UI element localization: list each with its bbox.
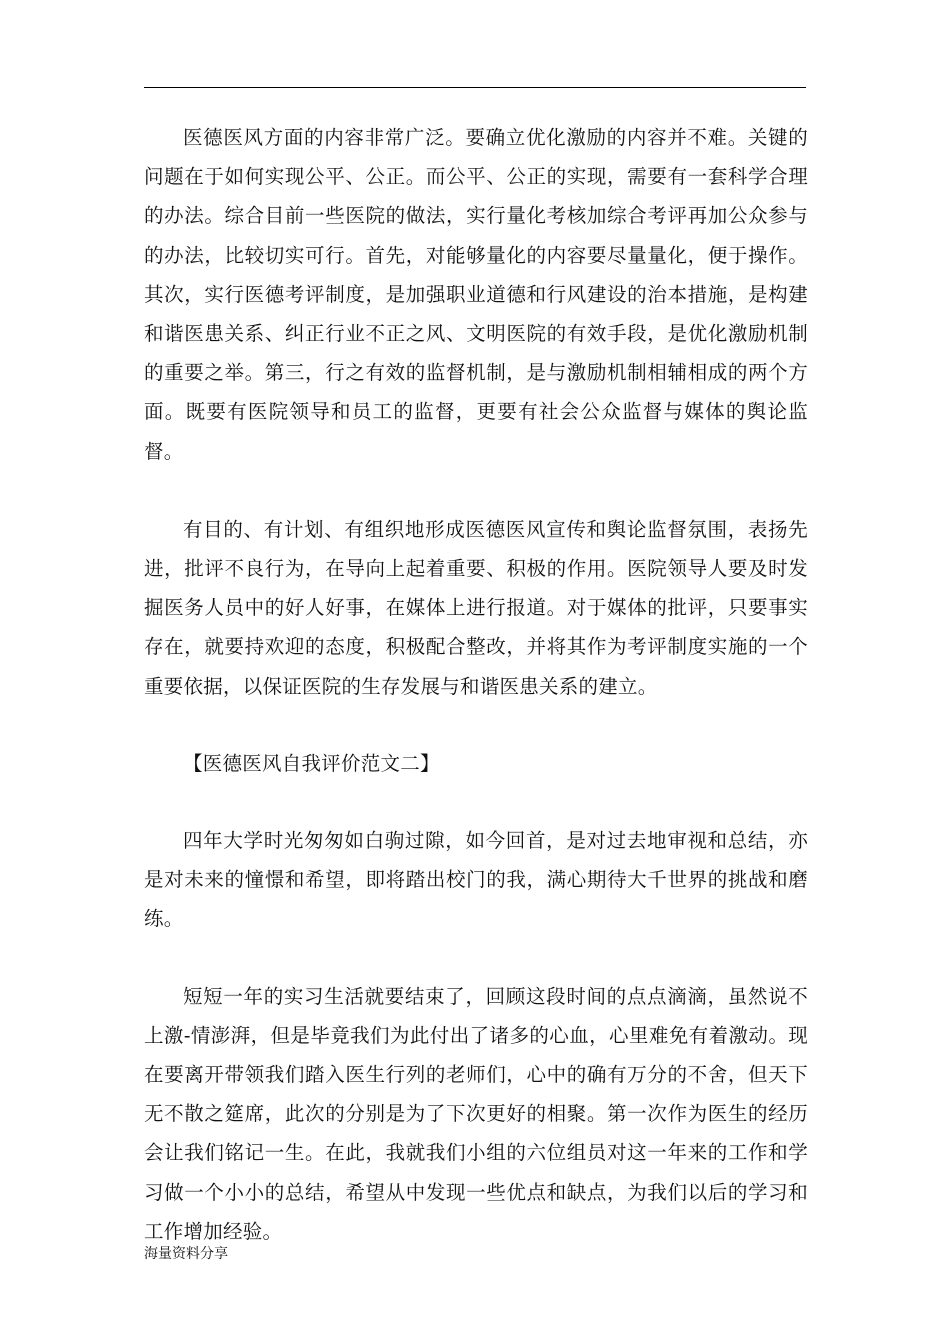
- section-heading: 【医德医风自我评价范文二】: [183, 751, 440, 775]
- paragraph-4: 短短一年的实习生活就要结束了，回顾这段时间的点点滴滴，虽然说不上激-情澎湃，但是毕竟我们为此付出了诸多的心血，心里难免有着激动。现在要离开带领我们踏入医生行列的老师们，心中的确有万分的不舍，但天下无不散之筵席，此次的分别是为了下次更好的相聚。第一次作为医生的经历会让我们铭记一生。在此，我就我们小组的六位组员对这一年来的工作和学习做一个小小的总结，希望从中发现一些优点和缺点，为我们以后的学习和工作增加经验。: [144, 984, 808, 1243]
- document-body: [144, 118, 808, 1251]
- paragraph-3: 四年大学时光匆匆如白驹过隙，如今回首，是对过去地审视和总结，亦是对未来的憧憬和希望，即将踏出校门的我，满心期待大千世界的挑战和磨练。: [144, 829, 808, 931]
- page-footer: 海量资料分享: [144, 1246, 228, 1262]
- paragraph-1: 医德医风方面的内容非常广泛。要确立优化激励的内容并不难。关键的问题在于如何实现公平、公正。而公平、公正的实现，需要有一套科学合理的办法。综合目前一些医院的做法，实行量化考核加综合考评再加公众参与的办法，比较切实可行。首先，对能够量化的内容要尽量量化，便于操作。其次，实行医德考评制度，是加强职业道德和行风建设的治本措施，是构建和谐医患关系、纠正行业不正之风、文明医院的有效手段，是优化激励机制的重要之举。第三，行之有效的监督机制，是与激励机制相辅相成的两个方面。既要有医院领导和员工的监督，更要有社会公众监督与媒体的舆论监督。: [144, 126, 808, 463]
- paragraph-2: 有目的、有计划、有组织地形成医德医风宣传和舆论监督氛围，表扬先进，批评不良行为，在导向上起着重要、积极的作用。医院领导人要及时发掘医务人员中的好人好事，在媒体上进行报道。对于媒体的批评，只要事实存在，就要持欢迎的态度，积极配合整改，并将其作为考评制度实施的一个重要依据，以保证医院的生存发展与和谐医患关系的建立。: [144, 517, 808, 698]
- header-rule: [144, 87, 806, 88]
